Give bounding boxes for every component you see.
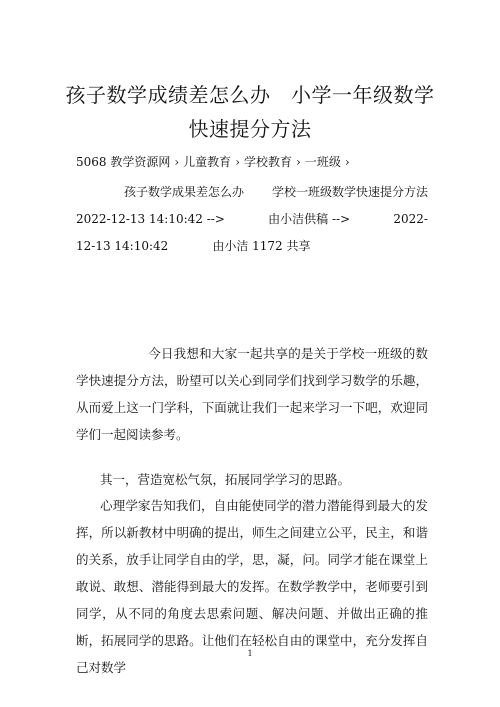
update-date-part1: 2022-	[393, 212, 428, 226]
breadcrumb-item-child-education[interactable]: 儿童教育	[183, 155, 232, 169]
article-meta-row-2	[76, 237, 428, 255]
article-meta-row	[76, 210, 428, 228]
article-subtitle-row	[124, 183, 428, 201]
intro-text: 今日我想和大家一起共享的是关于学校一班级的数学快速提分方法，盼望可以关心到同学们找到学习数学的乐趣，从而爱上这一门学科，下面就让我们一起来学习一下吧，欢迎同学们一起阅读参考。	[76, 346, 428, 442]
breadcrumb-item-grade-one[interactable]: 一班级	[304, 155, 341, 169]
breadcrumb	[76, 153, 428, 171]
section-1-body-text: 心理学家告知我们，自由能使同学的潜力潜能得到最大的发挥，所以新教材中明确的提出，师生之间建立公平，民主，和谐的关系，放手让同学自由的学，思，凝，问。同学才能在课堂上敢说、敢想、潜能得到最大的发挥。在数学教学中，老师要引到同学，从不同的角度去思索问题、解决问题、并做出正确的推断，拓展同学的思路。让他们在轻松自由的课堂中，充分发挥自己对数学	[76, 498, 428, 675]
intro-paragraph	[76, 340, 428, 448]
section-1-heading	[76, 466, 428, 493]
breadcrumb-separator: ›	[174, 155, 180, 169]
document-title-line-2: 快速提分方法	[188, 117, 312, 141]
breadcrumb-separator: ›	[235, 155, 240, 169]
page-number: 1	[247, 649, 253, 658]
author-share-count: 由小洁 1172 共享	[212, 239, 311, 253]
article-subtitle-left: 孩子数学成果差怎么办	[124, 185, 245, 199]
publish-date: 2022-12-13 14:10:42 -->	[76, 212, 225, 226]
breadcrumb-separator: ›	[344, 155, 350, 169]
article-subtitle-right: 学校一班级数学快速提分方法	[271, 185, 428, 199]
article-source: 由小洁供稿 -->	[268, 212, 351, 226]
breadcrumb-item-site[interactable]: 5068 教学资源网	[76, 155, 171, 169]
section-1-heading-text: 其一，营造宽松气氛，拓展同学学习的思路。	[100, 472, 351, 487]
document-title-line-1: 孩子数学成绩差怎么办 小学一年级数学	[65, 83, 435, 107]
breadcrumb-separator: ›	[296, 155, 301, 169]
update-date-part2: 12-13 14:10:42	[76, 239, 169, 253]
breadcrumb-item-school-education[interactable]: 学校教育	[244, 155, 293, 169]
